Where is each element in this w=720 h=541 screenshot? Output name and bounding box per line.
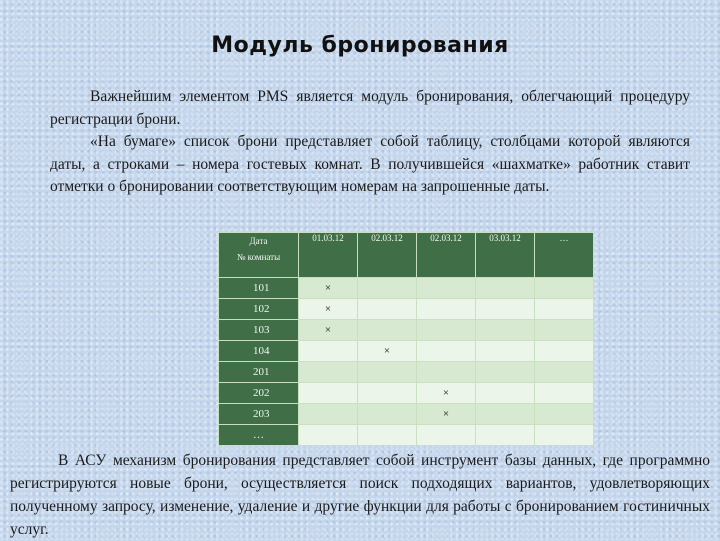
booking-cell bbox=[476, 404, 535, 425]
booking-cell bbox=[535, 425, 594, 446]
date-header-label: Дата bbox=[249, 236, 268, 246]
room-header-label: № комнаты bbox=[236, 252, 281, 262]
booking-cell bbox=[417, 320, 476, 341]
booking-cell bbox=[417, 299, 476, 320]
booking-mark-cell: × bbox=[358, 341, 417, 362]
table-row bbox=[219, 299, 594, 320]
page-title: Модуль бронирования bbox=[211, 33, 509, 58]
booking-cell bbox=[358, 425, 417, 446]
table-row bbox=[219, 278, 594, 299]
booking-cell bbox=[358, 383, 417, 404]
booking-cell bbox=[476, 299, 535, 320]
booking-cell bbox=[417, 278, 476, 299]
room-number-cell: … bbox=[219, 425, 299, 446]
booking-cell bbox=[476, 362, 535, 383]
table-row bbox=[219, 362, 594, 383]
booking-cell bbox=[358, 278, 417, 299]
date-header-cell: 03.03.12 bbox=[476, 233, 535, 278]
booking-cell bbox=[299, 383, 358, 404]
booking-cell bbox=[358, 320, 417, 341]
booking-cell bbox=[417, 425, 476, 446]
booking-cell bbox=[476, 425, 535, 446]
booking-cell bbox=[535, 278, 594, 299]
date-header-cell: … bbox=[535, 233, 594, 278]
booking-mark-cell: × bbox=[417, 404, 476, 425]
room-number-cell: 103 bbox=[219, 320, 299, 341]
booking-mark-cell: × bbox=[299, 320, 358, 341]
booking-cell bbox=[535, 341, 594, 362]
room-number-cell: 202 bbox=[219, 383, 299, 404]
intro-paragraph: Важнейшим элементом PMS является модуль бронирования, облегчающий процедуру регистрации брони. bbox=[50, 88, 690, 128]
table-row bbox=[219, 341, 594, 362]
table-row bbox=[219, 320, 594, 341]
asu-paragraph: В АСУ механизм бронирования представляет собой инструмент базы данных, где программно регистрируются новые брони, осуществляется поиск подходящих вариантов, удовлетворяющих полученному запросу, изменение, удаление и другие функции для работы с бронированием гостиничных услуг. bbox=[10, 452, 710, 538]
booking-mark-cell: × bbox=[299, 278, 358, 299]
booking-cell bbox=[535, 320, 594, 341]
date-header-cell: 02.03.12 bbox=[358, 233, 417, 278]
date-header-cell: 02.03.12 bbox=[417, 233, 476, 278]
corner-header-cell bbox=[219, 233, 299, 278]
booking-cell bbox=[417, 341, 476, 362]
booking-cell bbox=[535, 362, 594, 383]
booking-cell bbox=[476, 341, 535, 362]
room-number-cell: 101 bbox=[219, 278, 299, 299]
table-row bbox=[219, 404, 594, 425]
room-number-cell: 203 bbox=[219, 404, 299, 425]
booking-cell bbox=[358, 362, 417, 383]
booking-chessboard-table bbox=[218, 232, 594, 446]
booking-mark-cell: × bbox=[417, 383, 476, 404]
room-number-cell: 104 bbox=[219, 341, 299, 362]
booking-cell bbox=[299, 362, 358, 383]
booking-cell bbox=[535, 383, 594, 404]
table-header-row bbox=[219, 233, 594, 278]
booking-cell bbox=[535, 299, 594, 320]
booking-cell bbox=[476, 278, 535, 299]
room-number-cell: 102 bbox=[219, 299, 299, 320]
booking-cell bbox=[476, 383, 535, 404]
booking-cell bbox=[299, 425, 358, 446]
date-header-cell: 01.03.12 bbox=[299, 233, 358, 278]
booking-mark-cell: × bbox=[299, 299, 358, 320]
booking-cell bbox=[417, 362, 476, 383]
booking-cell bbox=[299, 341, 358, 362]
table-row bbox=[219, 383, 594, 404]
paper-booking-paragraph: «На бумаге» список брони представляет собой таблицу, столбцами которой являются даты, а строками – номера гостевых комнат. В получившейся «шахматке» работник ставит отметки о бронировании соответствующим номерам на запрошенные даты. bbox=[50, 133, 690, 195]
booking-cell bbox=[299, 404, 358, 425]
booking-cell bbox=[476, 320, 535, 341]
booking-cell bbox=[358, 404, 417, 425]
table-row bbox=[219, 425, 594, 446]
booking-cell bbox=[535, 404, 594, 425]
booking-cell bbox=[358, 299, 417, 320]
room-number-cell: 201 bbox=[219, 362, 299, 383]
